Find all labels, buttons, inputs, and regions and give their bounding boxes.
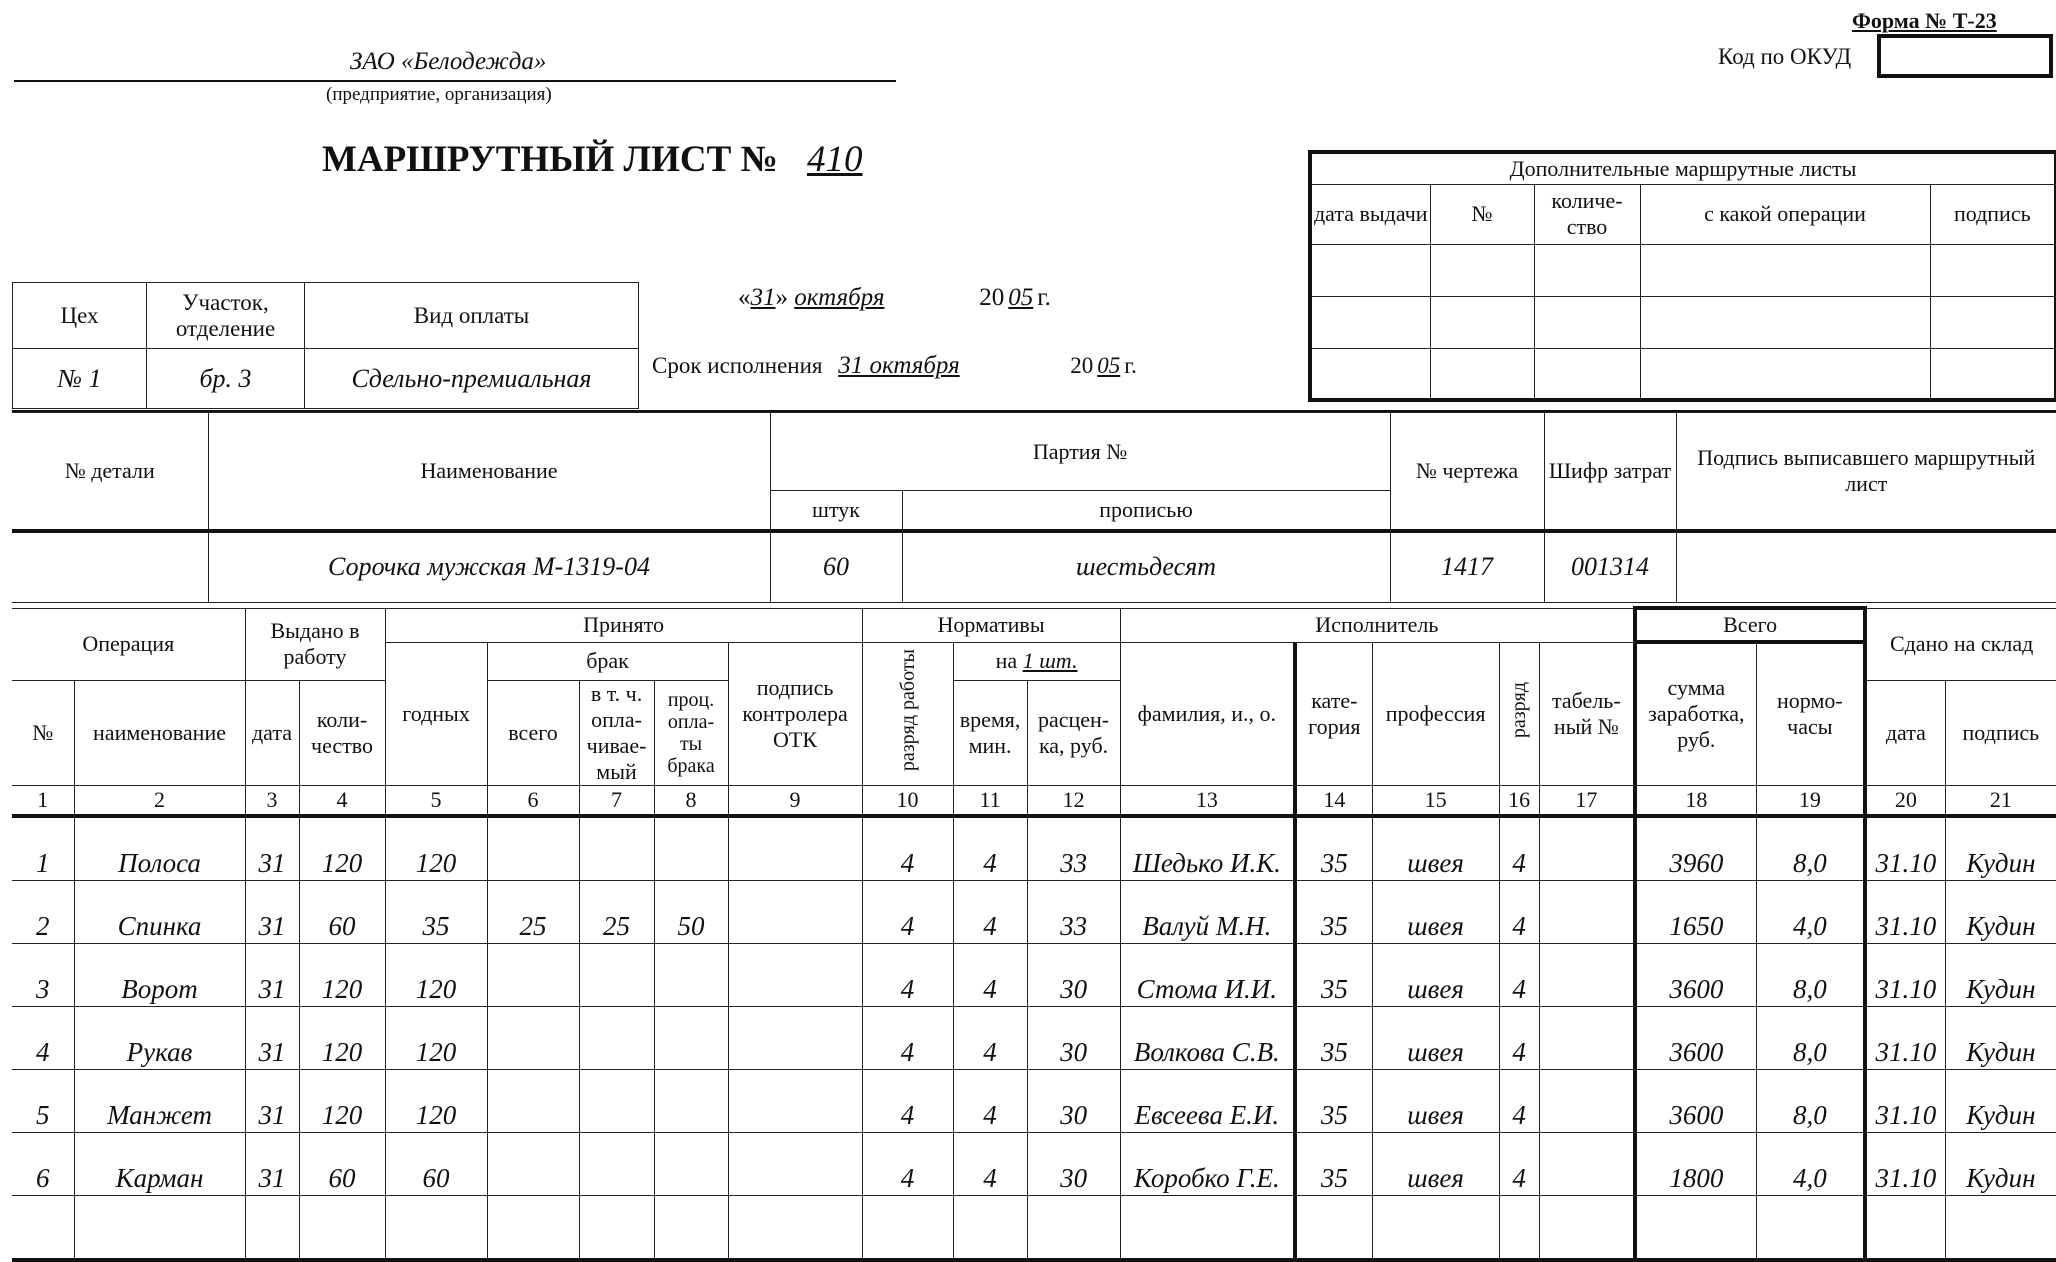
- executor-fio-cell[interactable]: Коробко Г.Е.: [1120, 1132, 1295, 1195]
- add-cell[interactable]: [1430, 244, 1534, 296]
- add-cell[interactable]: [1310, 296, 1430, 348]
- profession-cell[interactable]: швея: [1372, 1132, 1499, 1195]
- add-cell[interactable]: [1930, 348, 2056, 400]
- column-number: 9: [728, 785, 862, 816]
- defect-pct-cell[interactable]: [654, 943, 728, 1006]
- defect-pct-cell[interactable]: [654, 1195, 728, 1260]
- defect-total-cell[interactable]: [487, 1195, 579, 1260]
- issued-date-cell[interactable]: [245, 1195, 299, 1260]
- issued-date-header: дата: [245, 680, 299, 785]
- date-year: 05: [1008, 284, 1034, 311]
- earnings-cell[interactable]: 1650: [1635, 880, 1756, 943]
- table-row: [12, 943, 2056, 1006]
- norm-hours-cell[interactable]: 8,0: [1756, 1006, 1865, 1069]
- wh-sign-header: подпись: [1945, 680, 2056, 785]
- part-no-value: [12, 531, 208, 603]
- column-number: 6: [487, 785, 579, 816]
- payment-type-value: Сдельно-премиальная: [305, 349, 639, 409]
- good-cell[interactable]: [385, 1195, 487, 1260]
- good-cell[interactable]: 120: [385, 816, 487, 881]
- category-cell[interactable]: 35: [1295, 880, 1372, 943]
- earnings-header: сумма заработка, руб.: [1635, 642, 1756, 785]
- defect-total-cell[interactable]: [487, 816, 579, 881]
- tab-no-cell[interactable]: [1539, 1069, 1635, 1132]
- op-no-cell[interactable]: 2: [12, 880, 74, 943]
- column-number: 15: [1372, 785, 1499, 816]
- norm-hours-cell[interactable]: [1756, 1195, 1865, 1260]
- table-row: [12, 1069, 2056, 1132]
- issued-date-cell[interactable]: 31: [245, 1006, 299, 1069]
- column-number: 2: [74, 785, 245, 816]
- op-name-cell[interactable]: Карман: [74, 1132, 245, 1195]
- column-number: 18: [1635, 785, 1756, 816]
- operation-group-header: Операция: [12, 608, 245, 680]
- batch-header: Партия №: [770, 413, 1390, 491]
- add-number-header: №: [1430, 184, 1534, 244]
- work-grade-cell[interactable]: [862, 1195, 953, 1260]
- time-cell[interactable]: 4: [953, 880, 1027, 943]
- rate-cell[interactable]: [1027, 1195, 1120, 1260]
- table-row: [12, 816, 2056, 881]
- column-number: 21: [1945, 785, 2056, 816]
- defect-paid-cell[interactable]: [579, 1132, 654, 1195]
- column-number: 1: [12, 785, 74, 816]
- deadline-year-prefix: 20: [1070, 353, 1094, 378]
- column-number: 7: [579, 785, 654, 816]
- add-operation-header: с какой операции: [1640, 184, 1930, 244]
- work-grade-cell[interactable]: 4: [862, 816, 953, 881]
- issued-qty-cell[interactable]: 120: [299, 816, 385, 881]
- wh-date-cell[interactable]: 31.10: [1865, 943, 1945, 1006]
- time-cell[interactable]: 4: [953, 1006, 1027, 1069]
- part-no-header: № детали: [12, 413, 208, 531]
- grade-cell[interactable]: 4: [1499, 880, 1539, 943]
- cost-code-header: Шифр затрат: [1544, 413, 1676, 531]
- column-number: 20: [1865, 785, 1945, 816]
- grade-header: [1499, 642, 1539, 785]
- column-number: 11: [953, 785, 1027, 816]
- earnings-cell[interactable]: 3600: [1635, 1069, 1756, 1132]
- form-number: Форма № Т-23: [1852, 8, 1997, 33]
- tab-no-cell[interactable]: [1539, 943, 1635, 1006]
- category-cell[interactable]: 35: [1295, 1069, 1372, 1132]
- profession-cell[interactable]: швея: [1372, 943, 1499, 1006]
- issued-qty-cell[interactable]: 120: [299, 1069, 385, 1132]
- rate-cell[interactable]: 30: [1027, 943, 1120, 1006]
- rate-header: расцен- ка, руб.: [1027, 680, 1120, 785]
- add-date-header: дата выдачи: [1310, 184, 1430, 244]
- good-cell[interactable]: 35: [385, 880, 487, 943]
- executor-fio-cell[interactable]: Стома И.И.: [1120, 943, 1295, 1006]
- column-number: 10: [862, 785, 953, 816]
- column-number: 8: [654, 785, 728, 816]
- work-grade-label: разряд работы: [896, 649, 919, 772]
- defect-total-cell[interactable]: [487, 1069, 579, 1132]
- good-cell[interactable]: 120: [385, 943, 487, 1006]
- per-unit-prefix: на: [995, 648, 1018, 673]
- issued-date-cell[interactable]: 31: [245, 1069, 299, 1132]
- warehouse-group-header: Сдано на склад: [1865, 608, 2056, 680]
- time-cell[interactable]: 4: [953, 943, 1027, 1006]
- organization-name: ЗАО «Белодежда»: [350, 48, 547, 75]
- profession-cell[interactable]: швея: [1372, 1069, 1499, 1132]
- organization-line: [14, 80, 896, 82]
- executor-fio-cell[interactable]: Валуй М.Н.: [1120, 880, 1295, 943]
- op-no-cell[interactable]: 4: [12, 1006, 74, 1069]
- issued-date-cell[interactable]: 31: [245, 943, 299, 1006]
- otk-sign-cell[interactable]: [728, 880, 862, 943]
- wh-date-cell[interactable]: 31.10: [1865, 880, 1945, 943]
- tab-no-cell[interactable]: [1539, 1006, 1635, 1069]
- defect-pct-header: проц. опла- ты брака: [654, 680, 728, 785]
- defect-paid-header: в т. ч. опла- чивае- мый: [579, 680, 654, 785]
- earnings-cell[interactable]: [1635, 1195, 1756, 1260]
- column-number: 16: [1499, 785, 1539, 816]
- op-no-cell[interactable]: 6: [12, 1132, 74, 1195]
- defect-pct-cell[interactable]: 50: [654, 880, 728, 943]
- add-cell[interactable]: [1430, 296, 1534, 348]
- op-name-cell[interactable]: Манжет: [74, 1069, 245, 1132]
- defect-paid-cell[interactable]: [579, 943, 654, 1006]
- issue-date: [738, 284, 1051, 312]
- date-suffix: г.: [1037, 284, 1051, 311]
- norm-hours-cell[interactable]: 4,0: [1756, 880, 1865, 943]
- category-cell[interactable]: 35: [1295, 943, 1372, 1006]
- norm-hours-header: нормо- часы: [1756, 642, 1865, 785]
- defect-total-cell[interactable]: [487, 1006, 579, 1069]
- defect-pct-cell[interactable]: [654, 1069, 728, 1132]
- time-cell[interactable]: 4: [953, 1069, 1027, 1132]
- work-grade-cell[interactable]: 4: [862, 1132, 953, 1195]
- category-cell[interactable]: [1295, 1195, 1372, 1260]
- okud-field[interactable]: [1877, 34, 2053, 78]
- profession-cell[interactable]: швея: [1372, 1006, 1499, 1069]
- executor-fio-cell[interactable]: Волкова С.В.: [1120, 1006, 1295, 1069]
- otk-sign-cell[interactable]: [728, 1132, 862, 1195]
- date-day: 31: [750, 284, 776, 311]
- defect-total-cell[interactable]: [487, 1132, 579, 1195]
- defect-paid-cell[interactable]: [579, 1069, 654, 1132]
- category-cell[interactable]: 35: [1295, 1132, 1372, 1195]
- okud-label: Код по ОКУД: [1718, 44, 1852, 69]
- good-cell[interactable]: 120: [385, 1006, 487, 1069]
- issued-qty-cell[interactable]: 120: [299, 1006, 385, 1069]
- add-cell[interactable]: [1640, 244, 1930, 296]
- issued-qty-header: коли- чество: [299, 680, 385, 785]
- norms-group-header: Нормативы: [862, 608, 1120, 642]
- operations-body: [12, 816, 2056, 1260]
- add-signature-header: подпись: [1930, 184, 2056, 244]
- op-name-cell[interactable]: Рукав: [74, 1006, 245, 1069]
- work-grade-cell[interactable]: 4: [862, 943, 953, 1006]
- tab-no-cell[interactable]: [1539, 816, 1635, 881]
- norm-hours-cell[interactable]: 8,0: [1756, 1069, 1865, 1132]
- words-value: шестьдесят: [902, 531, 1390, 603]
- shop-value: № 1: [13, 349, 147, 409]
- op-no-cell[interactable]: [12, 1195, 74, 1260]
- table-row: [12, 1132, 2056, 1195]
- work-grade-cell[interactable]: 4: [862, 1006, 953, 1069]
- date-open: «: [738, 284, 751, 311]
- issued-group-header: Выдано в работу: [245, 608, 385, 680]
- tab-no-cell[interactable]: [1539, 1195, 1635, 1260]
- sheet-number: 410: [806, 139, 863, 180]
- add-cell[interactable]: [1534, 244, 1640, 296]
- add-qty-header: количе- ство: [1534, 184, 1640, 244]
- shop-header: Цех: [13, 283, 147, 349]
- additional-sheets-table: [1308, 150, 2056, 402]
- table-row: [12, 1006, 2056, 1069]
- category-header: кате- гория: [1295, 642, 1372, 785]
- norm-hours-cell[interactable]: 4,0: [1756, 1132, 1865, 1195]
- column-number: 14: [1295, 785, 1372, 816]
- executor-group-header: Исполнитель: [1120, 608, 1635, 642]
- work-grade-header: [862, 642, 953, 785]
- deadline-label: Срок исполнения: [652, 353, 823, 378]
- tab-no-cell[interactable]: [1539, 1132, 1635, 1195]
- fio-header: фамилия, и., о.: [1120, 642, 1295, 785]
- wh-date-cell[interactable]: 31.10: [1865, 1069, 1945, 1132]
- issued-qty-cell[interactable]: [299, 1195, 385, 1260]
- op-name-cell[interactable]: Спинка: [74, 880, 245, 943]
- part-name-header: Наименование: [208, 413, 770, 531]
- profession-cell[interactable]: швея: [1372, 880, 1499, 943]
- defect-paid-cell[interactable]: 25: [579, 880, 654, 943]
- otk-sign-cell[interactable]: [728, 943, 862, 1006]
- total-group-header: Всего: [1635, 608, 1865, 642]
- grade-cell[interactable]: 4: [1499, 943, 1539, 1006]
- wh-date-header: дата: [1865, 680, 1945, 785]
- add-cell[interactable]: [1430, 348, 1534, 400]
- earnings-cell[interactable]: 3600: [1635, 943, 1756, 1006]
- title-text: МАРШРУТНЫЙ ЛИСТ №: [322, 139, 778, 180]
- good-cell[interactable]: 120: [385, 1069, 487, 1132]
- good-cell[interactable]: 60: [385, 1132, 487, 1195]
- rate-cell[interactable]: 33: [1027, 816, 1120, 881]
- per-unit-header: [953, 642, 1120, 680]
- time-cell[interactable]: 4: [953, 816, 1027, 881]
- issued-date-cell[interactable]: 31: [245, 880, 299, 943]
- defect-group-header: брак: [487, 642, 728, 680]
- pcs-header: штук: [770, 491, 902, 531]
- rate-cell[interactable]: 30: [1027, 1069, 1120, 1132]
- drawing-value: 1417: [1390, 531, 1544, 603]
- column-number: 3: [245, 785, 299, 816]
- deadline-year: 05: [1097, 353, 1121, 378]
- defect-total-cell[interactable]: 25: [487, 880, 579, 943]
- op-no-cell[interactable]: 1: [12, 816, 74, 881]
- work-grade-cell[interactable]: 4: [862, 880, 953, 943]
- defect-total-cell[interactable]: [487, 943, 579, 1006]
- section-header: Участок, отделение: [147, 283, 305, 349]
- otk-sign-cell[interactable]: [728, 1006, 862, 1069]
- defect-pct-cell[interactable]: [654, 1006, 728, 1069]
- tab-no-header: табель- ный №: [1539, 642, 1635, 785]
- pcs-value: 60: [770, 531, 902, 603]
- op-no-header: №: [12, 680, 74, 785]
- additional-sheets-title: Дополнительные маршрутные листы: [1310, 152, 2056, 184]
- time-header: время, мин.: [953, 680, 1027, 785]
- column-number: 12: [1027, 785, 1120, 816]
- otk-sign-cell[interactable]: [728, 1195, 862, 1260]
- add-cell[interactable]: [1930, 296, 2056, 348]
- wh-date-cell[interactable]: 31.10: [1865, 1006, 1945, 1069]
- column-number: 5: [385, 785, 487, 816]
- earnings-cell[interactable]: 3600: [1635, 1006, 1756, 1069]
- op-name-cell[interactable]: Полоса: [74, 816, 245, 881]
- wh-date-cell[interactable]: 31.10: [1865, 816, 1945, 881]
- grade-cell[interactable]: 4: [1499, 1006, 1539, 1069]
- executor-fio-cell[interactable]: Евсеева Е.И.: [1120, 1069, 1295, 1132]
- column-number: 19: [1756, 785, 1865, 816]
- profession-cell[interactable]: швея: [1372, 816, 1499, 881]
- part-name-value: Сорочка мужская М-1319-04: [208, 531, 770, 603]
- op-no-cell[interactable]: 3: [12, 943, 74, 1006]
- time-cell[interactable]: [953, 1195, 1027, 1260]
- grade-cell[interactable]: [1499, 1195, 1539, 1260]
- deadline: [652, 352, 1137, 380]
- grade-label: разряд: [1508, 682, 1531, 739]
- profession-cell[interactable]: [1372, 1195, 1499, 1260]
- deadline-date: 31 октября: [838, 352, 960, 379]
- rate-cell[interactable]: 30: [1027, 1132, 1120, 1195]
- defect-paid-cell[interactable]: [579, 816, 654, 881]
- otk-sign-cell[interactable]: [728, 816, 862, 881]
- earnings-cell[interactable]: 3960: [1635, 816, 1756, 881]
- add-cell[interactable]: [1534, 296, 1640, 348]
- wh-date-cell[interactable]: 31.10: [1865, 1132, 1945, 1195]
- wh-sign-cell[interactable]: Кудин: [1945, 880, 2056, 943]
- defect-paid-cell[interactable]: [579, 1195, 654, 1260]
- operations-table: [12, 606, 2056, 1262]
- op-name-header: наименование: [74, 680, 245, 785]
- accepted-group-header: Принято: [385, 608, 862, 642]
- drawing-header: № чертежа: [1390, 413, 1544, 531]
- rate-cell[interactable]: 30: [1027, 1006, 1120, 1069]
- wh-sign-cell[interactable]: Кудин: [1945, 1132, 2056, 1195]
- otk-header: подпись контролера ОТК: [728, 642, 862, 785]
- issued-qty-cell[interactable]: 60: [299, 1132, 385, 1195]
- wh-sign-cell[interactable]: Кудин: [1945, 816, 2056, 881]
- words-header: прописью: [902, 491, 1390, 531]
- profession-header: профессия: [1372, 642, 1499, 785]
- add-cell[interactable]: [1310, 348, 1430, 400]
- category-cell[interactable]: 35: [1295, 816, 1372, 881]
- column-number: 17: [1539, 785, 1635, 816]
- defect-paid-cell[interactable]: [579, 1006, 654, 1069]
- tab-no-cell[interactable]: [1539, 880, 1635, 943]
- op-no-cell[interactable]: 5: [12, 1069, 74, 1132]
- time-cell[interactable]: 4: [953, 1132, 1027, 1195]
- defect-total-header: всего: [487, 680, 579, 785]
- wh-sign-cell[interactable]: Кудин: [1945, 1006, 2056, 1069]
- payment-type-header: Вид оплаты: [305, 283, 639, 349]
- section-value: бр. 3: [147, 349, 305, 409]
- shop-table: [12, 282, 639, 409]
- norm-hours-cell[interactable]: 8,0: [1756, 816, 1865, 881]
- wh-sign-cell[interactable]: Кудин: [1945, 943, 2056, 1006]
- wh-sign-cell[interactable]: Кудин: [1945, 1069, 2056, 1132]
- grade-cell[interactable]: 4: [1499, 816, 1539, 881]
- issued-qty-cell[interactable]: 120: [299, 943, 385, 1006]
- column-number: 13: [1120, 785, 1295, 816]
- add-cell[interactable]: [1310, 244, 1430, 296]
- norm-hours-cell[interactable]: 8,0: [1756, 943, 1865, 1006]
- op-name-cell[interactable]: [74, 1195, 245, 1260]
- table-row: [12, 1195, 2056, 1260]
- executor-fio-cell[interactable]: [1120, 1195, 1295, 1260]
- issuer-signature-header: Подпись выписавшего маршрутный лист: [1676, 413, 2056, 531]
- column-number: 4: [299, 785, 385, 816]
- issued-qty-cell[interactable]: 60: [299, 880, 385, 943]
- organization-caption: (предприятие, организация): [326, 84, 552, 105]
- earnings-cell[interactable]: 1800: [1635, 1132, 1756, 1195]
- defect-pct-cell[interactable]: [654, 816, 728, 881]
- grade-cell[interactable]: 4: [1499, 1132, 1539, 1195]
- page-title: [322, 138, 872, 181]
- column-numbers-row: [12, 785, 2056, 816]
- add-cell[interactable]: [1640, 296, 1930, 348]
- per-unit-value: 1 шт.: [1022, 648, 1078, 673]
- wh-date-cell[interactable]: [1865, 1195, 1945, 1260]
- good-header: годных: [385, 642, 487, 785]
- date-year-prefix: 20: [979, 284, 1005, 311]
- executor-fio-cell[interactable]: Шедько И.К.: [1120, 816, 1295, 881]
- table-row: [12, 880, 2056, 943]
- grade-cell[interactable]: 4: [1499, 1069, 1539, 1132]
- issued-date-cell[interactable]: 31: [245, 1132, 299, 1195]
- work-grade-cell[interactable]: 4: [862, 1069, 953, 1132]
- issuer-signature-value: [1676, 531, 2056, 603]
- defect-pct-cell[interactable]: [654, 1132, 728, 1195]
- rate-cell[interactable]: 33: [1027, 880, 1120, 943]
- add-cell[interactable]: [1534, 348, 1640, 400]
- op-name-cell[interactable]: Ворот: [74, 943, 245, 1006]
- add-cell[interactable]: [1640, 348, 1930, 400]
- deadline-suffix: г.: [1124, 353, 1137, 378]
- add-cell[interactable]: [1930, 244, 2056, 296]
- cost-code-value: 001314: [1544, 531, 1676, 603]
- issued-date-cell[interactable]: 31: [245, 816, 299, 881]
- otk-sign-cell[interactable]: [728, 1069, 862, 1132]
- date-month: октября: [794, 284, 885, 311]
- date-close: »: [775, 284, 788, 311]
- wh-sign-cell[interactable]: [1945, 1195, 2056, 1260]
- category-cell[interactable]: 35: [1295, 1006, 1372, 1069]
- part-table: [12, 412, 2056, 603]
